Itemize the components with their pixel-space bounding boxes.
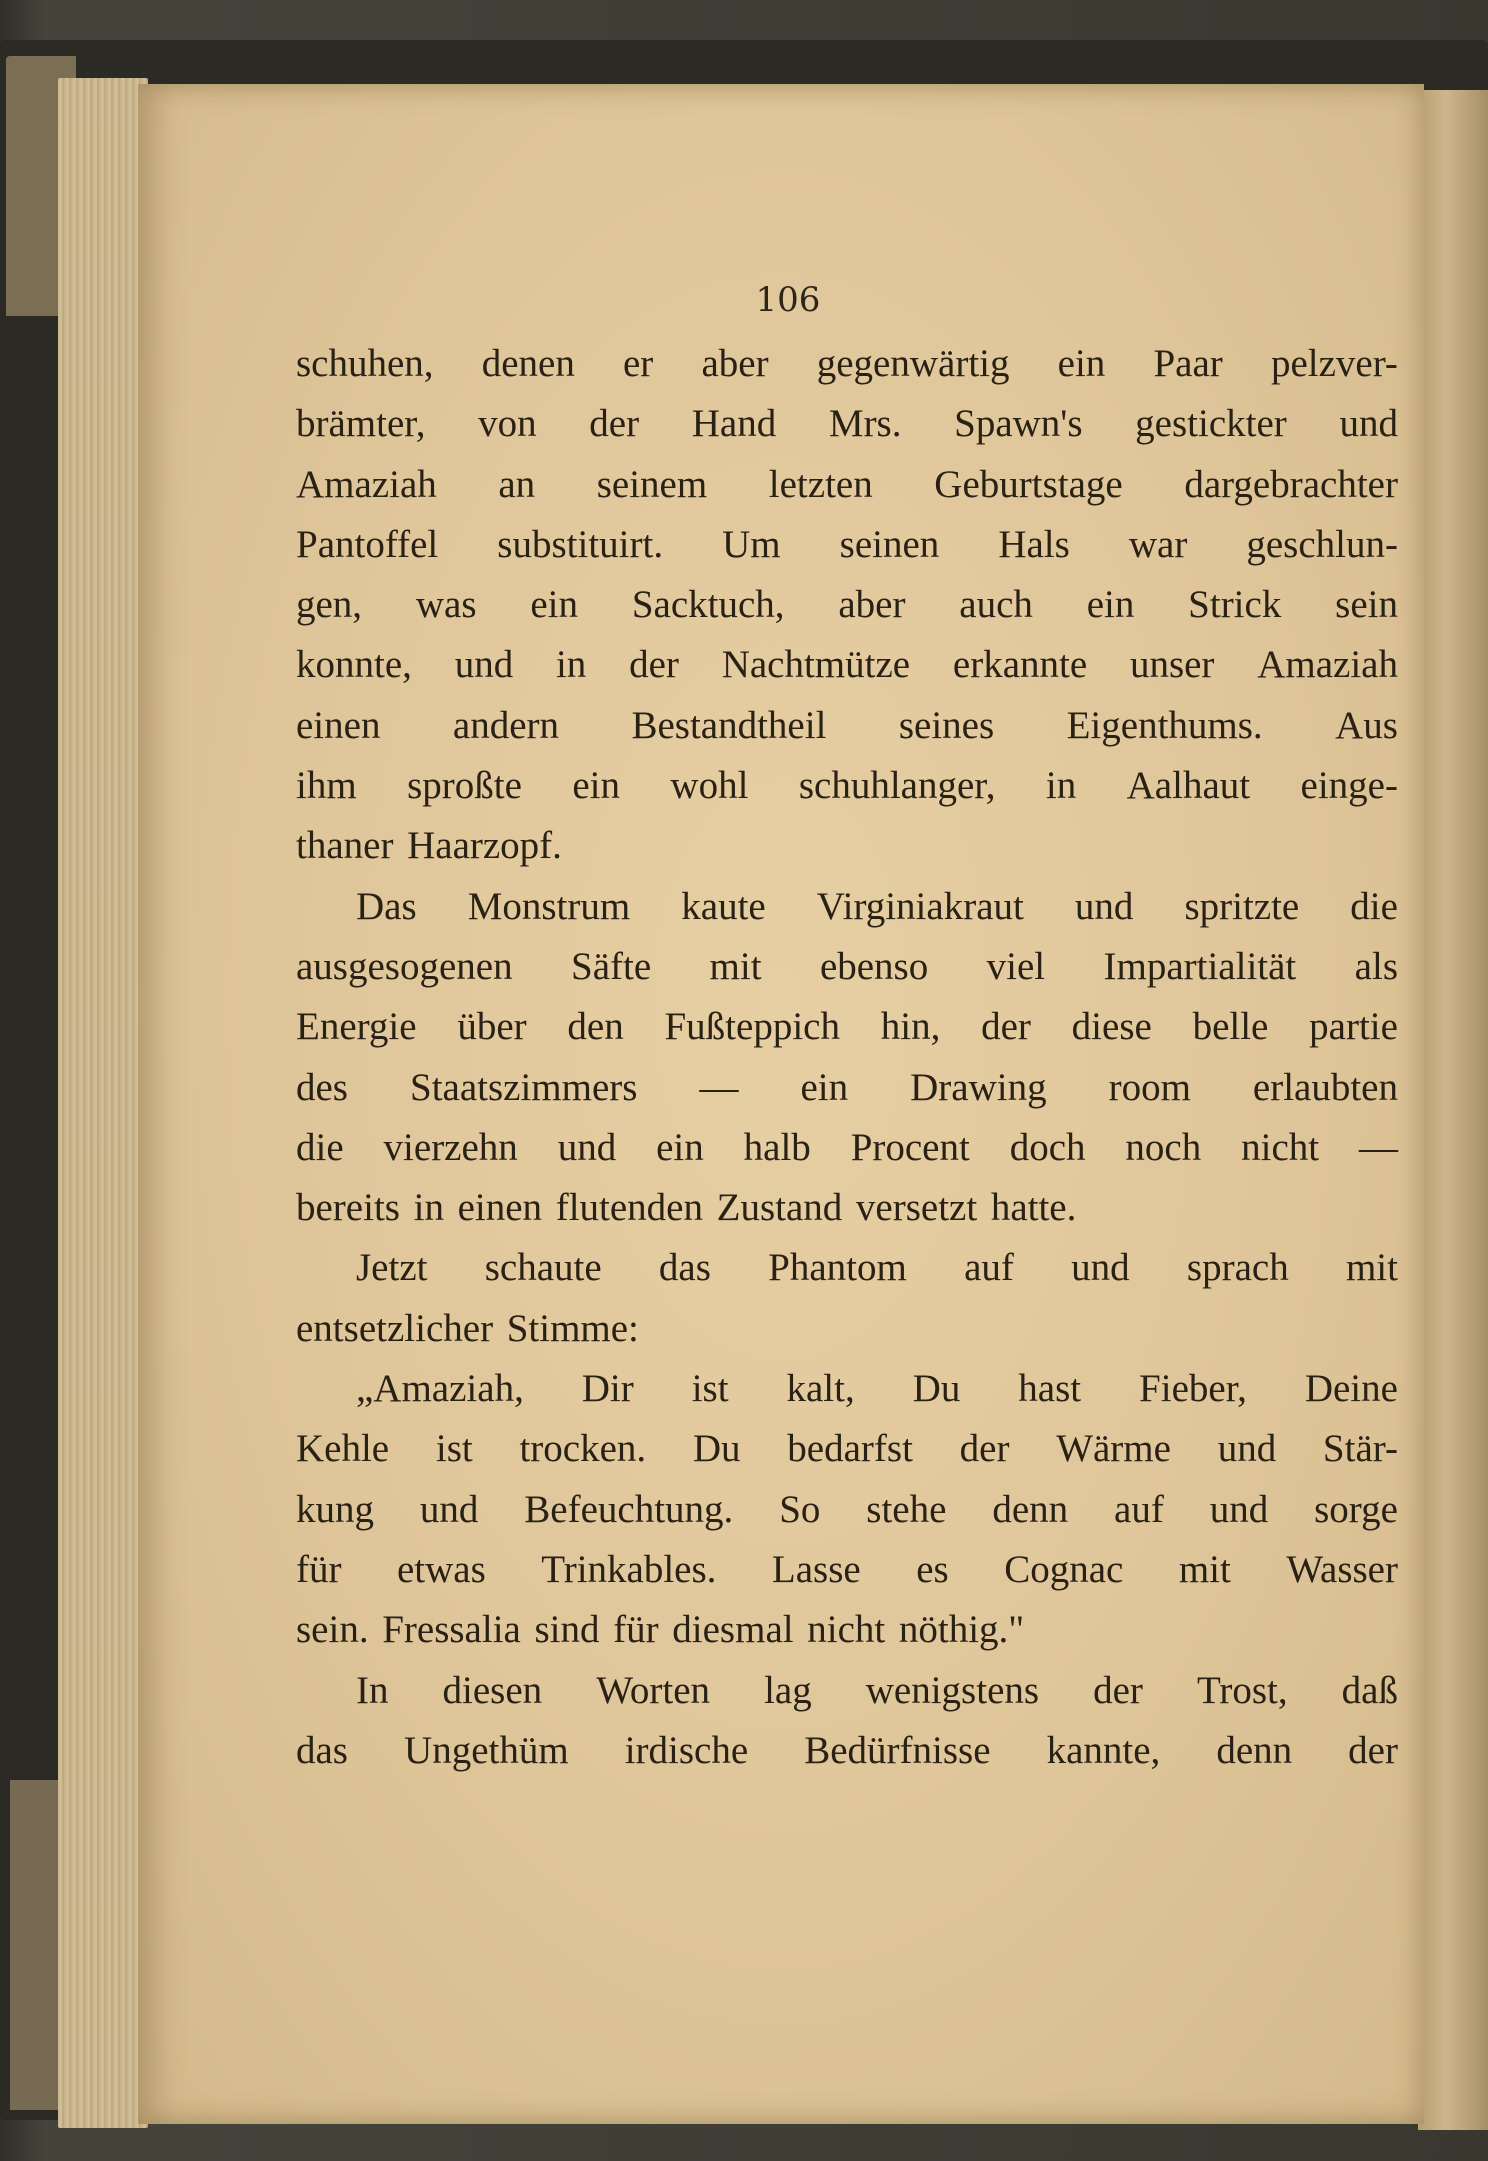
word: Amaziah (1257, 643, 1398, 687)
word: substituirt. (497, 522, 664, 566)
word: Du (692, 1427, 741, 1471)
word: schuhen, (296, 342, 434, 385)
word: gen, (296, 583, 363, 627)
word: Drawing (910, 1065, 1047, 1109)
word: denn (1216, 1728, 1293, 1772)
text-line (296, 1058, 1398, 1118)
word: die (1350, 884, 1398, 928)
word: er (623, 342, 654, 385)
word: seinen (839, 522, 940, 566)
word: Kehle (296, 1427, 390, 1471)
word: vierzehn (383, 1125, 518, 1169)
word: Du (912, 1367, 961, 1411)
word: bereits (296, 1186, 400, 1230)
word: der (589, 402, 640, 446)
word: Stimme: (506, 1306, 639, 1350)
word: halb (743, 1125, 811, 1169)
word: Amaziah (296, 462, 437, 506)
word: — (1359, 1125, 1398, 1169)
word: ein (656, 1125, 704, 1169)
word: Strick (1188, 583, 1282, 627)
word: Zustand (716, 1186, 843, 1230)
word: Trost, (1196, 1668, 1288, 1712)
word: noch (1125, 1125, 1202, 1169)
word: seinem (596, 462, 708, 506)
word: aber (701, 342, 769, 385)
word: der (1348, 1728, 1398, 1772)
word: Wärme (1056, 1427, 1171, 1471)
text-line (296, 515, 1398, 575)
text-line (296, 455, 1398, 515)
word: wenigstens (865, 1668, 1040, 1712)
word: einge- (1300, 764, 1398, 808)
word: ein (1057, 342, 1106, 385)
word: und (419, 1487, 479, 1531)
book-page (138, 84, 1424, 2124)
word: Trinkables. (541, 1547, 717, 1591)
word: diesmal (672, 1608, 794, 1652)
word: Fußteppich (664, 1005, 840, 1049)
word: Hals (998, 522, 1070, 566)
word: trocken. (519, 1427, 647, 1471)
text-line (296, 696, 1398, 756)
word: sorge (1314, 1487, 1398, 1531)
word: und (1074, 884, 1134, 928)
word: thaner (296, 824, 394, 868)
word: dargebrachter (1184, 462, 1398, 506)
word: kaute (681, 884, 766, 928)
word: der (981, 1005, 1031, 1049)
word: seines (898, 703, 995, 747)
word: einen (457, 1186, 543, 1230)
word: konnte, (296, 643, 412, 687)
word: andern (452, 703, 560, 747)
text-line (296, 1480, 1398, 1540)
word: nöthig." (898, 1608, 1025, 1652)
word: was (415, 583, 477, 627)
word: Lasse (771, 1547, 861, 1591)
word: denn (992, 1487, 1069, 1531)
word: ihm (296, 764, 357, 808)
word: schaute (484, 1246, 602, 1290)
word: es (916, 1547, 949, 1591)
word: mit (1178, 1547, 1231, 1591)
word: etwas (396, 1547, 486, 1591)
word: und (557, 1125, 617, 1169)
word: ein (572, 764, 620, 808)
word: und (1339, 402, 1398, 446)
word: als (1354, 944, 1398, 988)
word: in (413, 1186, 444, 1230)
word: und (454, 643, 514, 687)
word: Befeuchtung. (524, 1487, 734, 1531)
word: Worten (596, 1668, 711, 1712)
word: ein (800, 1065, 849, 1109)
body-text (296, 334, 1398, 1781)
word: diese (1071, 1005, 1152, 1049)
word: von (478, 402, 537, 446)
word: letzten (768, 462, 873, 506)
word: Bedürfnisse (804, 1728, 991, 1772)
word: in (1045, 764, 1077, 808)
word: kalt, (786, 1367, 855, 1411)
text-line (296, 1238, 1398, 1298)
word: ist (435, 1427, 473, 1471)
word: Deine (1304, 1367, 1398, 1411)
word: Hand (691, 402, 777, 446)
word: ist (691, 1367, 729, 1411)
word: brämter, (296, 402, 426, 446)
word: und (1209, 1487, 1269, 1531)
word: auf (1114, 1487, 1164, 1531)
word: erkannte (952, 643, 1088, 687)
word: der (1093, 1668, 1143, 1712)
word: diesen (442, 1668, 543, 1712)
word: der (959, 1427, 1010, 1471)
word: Das (356, 884, 417, 928)
word: sind (534, 1608, 600, 1652)
word: unser (1129, 643, 1215, 687)
word: und (1217, 1427, 1277, 1471)
word: Stär- (1322, 1427, 1398, 1471)
word: Fieber, (1139, 1367, 1247, 1411)
word: sein. (296, 1608, 369, 1652)
page-number: 106 (755, 280, 821, 320)
word: doch (1009, 1125, 1086, 1169)
word: So (779, 1487, 821, 1531)
word: denen (481, 342, 575, 385)
text-line (296, 816, 1398, 876)
word: versetzt (855, 1186, 978, 1230)
word: spritzte (1184, 884, 1300, 928)
word: Dir (581, 1367, 634, 1411)
text-line (296, 1178, 1398, 1238)
word: entsetzlicher (296, 1306, 494, 1350)
text-line (296, 1419, 1398, 1479)
word: In (356, 1668, 389, 1712)
word: aber (838, 583, 906, 627)
word: für (613, 1608, 659, 1652)
word: war (1128, 522, 1188, 566)
word: Energie (296, 1005, 417, 1049)
word: Aalhaut (1126, 764, 1251, 808)
word: mit (1345, 1246, 1398, 1290)
word: einen (296, 703, 381, 747)
word: nicht (807, 1608, 886, 1652)
word: partie (1309, 1005, 1398, 1049)
text-line (296, 635, 1398, 695)
word: daß (1341, 1668, 1398, 1712)
word: wohl (670, 764, 749, 808)
text-line (296, 1359, 1398, 1419)
word: Fressalia (382, 1608, 521, 1652)
word: Bestandtheil (631, 703, 827, 747)
word: viel (986, 944, 1046, 988)
word: „Amaziah, (356, 1367, 524, 1411)
word: erlaubten (1252, 1065, 1398, 1109)
word: gestickter (1135, 402, 1287, 446)
word: für (296, 1547, 342, 1591)
word: Paar (1153, 342, 1223, 385)
word: den (567, 1005, 624, 1049)
text-line (296, 1540, 1398, 1600)
word: lag (764, 1668, 812, 1712)
word: Virginiakraut (816, 884, 1024, 928)
text-line (296, 1118, 1398, 1178)
word: hast (1018, 1367, 1082, 1411)
word: Phantom (768, 1246, 907, 1290)
word: Um (722, 522, 781, 566)
word: Haarzopf. (407, 824, 562, 868)
word: Nachtmütze (721, 643, 911, 687)
word: — (699, 1065, 739, 1109)
word: geschlun- (1246, 522, 1398, 566)
word: stehe (866, 1487, 947, 1531)
page-edges (58, 78, 148, 2128)
word: und (1071, 1246, 1130, 1290)
word: gegenwärtig (816, 342, 1010, 385)
word: mit (709, 944, 762, 988)
word: sproßte (407, 764, 522, 808)
word: Monstrum (467, 884, 631, 928)
word: des (296, 1065, 348, 1109)
word: Aus (1335, 703, 1398, 747)
text-line (296, 1721, 1398, 1781)
word: belle (1192, 1005, 1269, 1049)
word: Geburtstage (934, 462, 1123, 506)
word: Cognac (1004, 1547, 1124, 1591)
word: Impartialität (1103, 944, 1297, 988)
text-line (296, 1600, 1398, 1660)
text-line (296, 394, 1398, 454)
word: ebenso (819, 944, 929, 988)
text-line (296, 1299, 1398, 1359)
word: Spawn's (954, 402, 1083, 446)
word: flutenden (555, 1186, 703, 1230)
word: Eigenthums. (1066, 703, 1263, 747)
text-line (296, 756, 1398, 816)
word: Sacktuch, (631, 583, 785, 627)
text-line (296, 334, 1398, 394)
word: Jetzt (356, 1246, 428, 1290)
text-line (296, 877, 1398, 937)
word: Mrs. (828, 402, 902, 446)
word: hin, (880, 1005, 941, 1049)
word: schuhlanger, (798, 764, 996, 808)
text-line (296, 1661, 1398, 1721)
word: auf (964, 1246, 1014, 1290)
word: bedarfst (787, 1427, 913, 1471)
word: Säfte (571, 944, 652, 988)
text-line (296, 997, 1398, 1057)
word: der (629, 643, 679, 687)
word: Ungethüm (404, 1728, 569, 1772)
text-line (296, 575, 1398, 635)
word: das (658, 1246, 711, 1290)
word: ein (530, 583, 578, 627)
word: ein (1086, 583, 1135, 627)
word: Staatszimmers (410, 1065, 638, 1109)
word: Wasser (1286, 1547, 1398, 1591)
text-line (296, 937, 1398, 997)
word: auch (959, 583, 1033, 627)
word: hatte. (990, 1186, 1077, 1230)
word: Pantoffel (296, 522, 439, 566)
word: room (1108, 1065, 1191, 1109)
word: ausgesogenen (296, 944, 513, 988)
word: an (498, 462, 536, 506)
word: sprach (1186, 1246, 1289, 1290)
word: das (296, 1728, 348, 1772)
word: kannte, (1046, 1728, 1161, 1772)
word: nicht (1241, 1125, 1320, 1169)
word: irdische (624, 1728, 749, 1772)
right-page-edge (1418, 90, 1488, 2130)
word: sein (1335, 583, 1398, 627)
word: über (457, 1005, 527, 1049)
word: die (296, 1125, 344, 1169)
word: in (555, 643, 587, 687)
word: Procent (850, 1125, 970, 1169)
word: kung (296, 1487, 374, 1531)
word: pelzver- (1270, 342, 1398, 385)
